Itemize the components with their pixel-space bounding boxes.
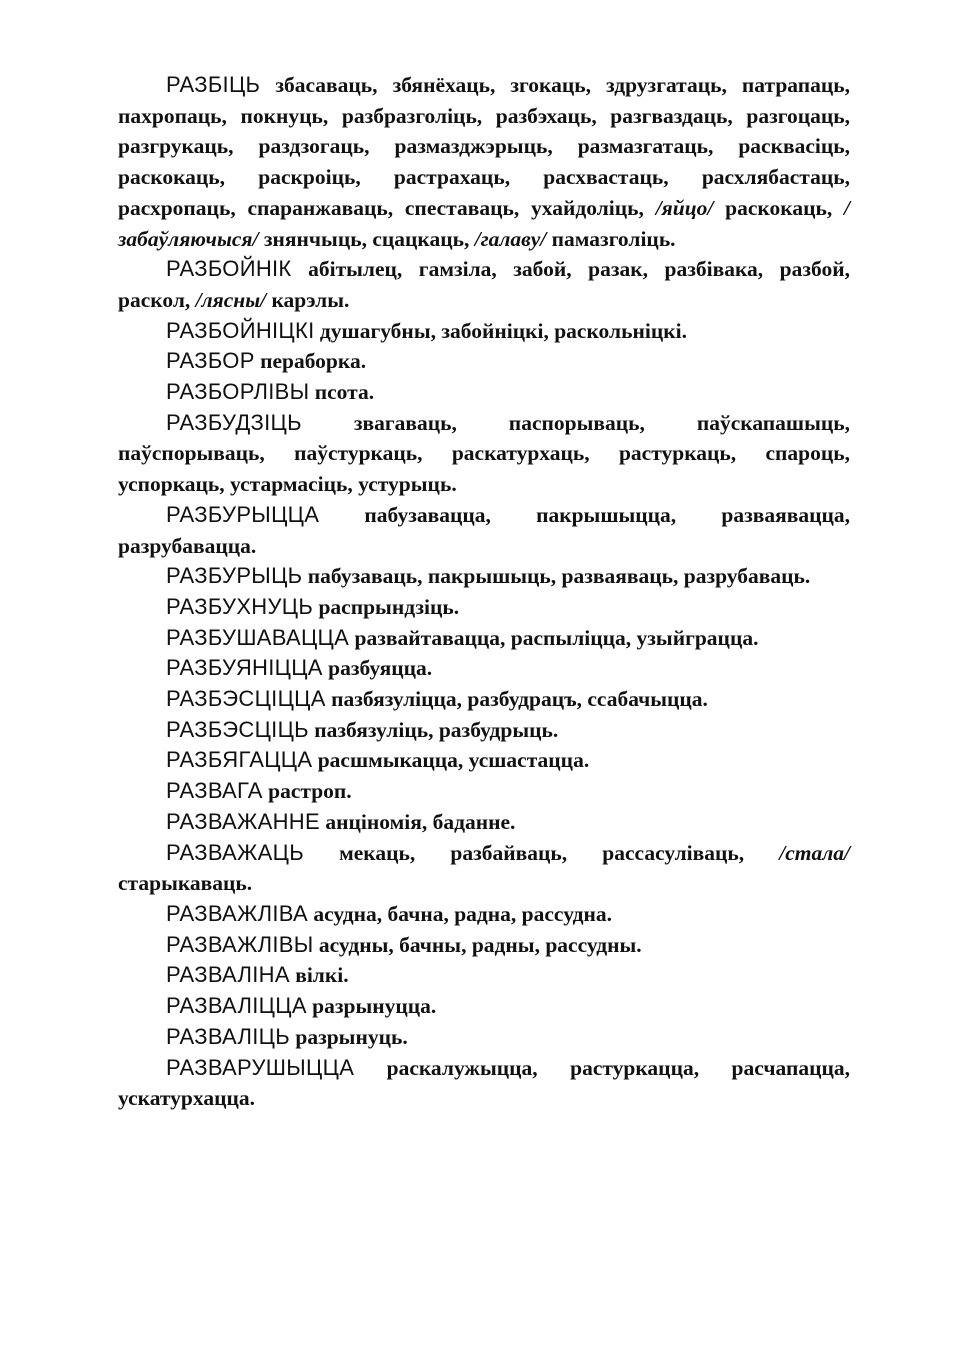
entry-headword: РАЗБУРЫЦЦА bbox=[166, 501, 320, 527]
entry-synonyms: старыкаваць. bbox=[118, 871, 253, 896]
entry-synonyms: разрынуцца. bbox=[312, 994, 437, 1019]
entry-synonyms: знянчыць, сцацкаць, bbox=[258, 226, 475, 251]
dictionary-entry bbox=[118, 899, 850, 930]
entry-headword: РАЗВАЛІЦЬ bbox=[166, 1023, 290, 1049]
entry-headword: РАЗБІЦЬ bbox=[166, 72, 261, 97]
entry-synonyms: пазбязуліцца, разбудрацъ, ссабачыцца. bbox=[331, 687, 708, 712]
entry-headword: РАЗВАЖАЦЬ bbox=[166, 839, 304, 865]
dictionary-entry bbox=[118, 960, 850, 991]
usage-note: /забаўляючыся/ bbox=[118, 195, 850, 251]
entry-headword: РАЗВАГА bbox=[166, 778, 263, 804]
entry-headword: РАЗБУРЫЦЬ bbox=[166, 563, 303, 589]
entry-headword: РАЗБУЯНІЦЦА bbox=[166, 655, 323, 681]
dictionary-entry bbox=[118, 316, 850, 347]
entry-synonyms: збасаваць, збянёхаць, згокаць, здрузгатаць, патрапаць, пахропаць, покнуць, разбразголіць, разбэхаць, разгваздаць, разгоцаць, разгрукаць, раздзогаць, размазджэрыць, размазгатаць, расквасіць, раскокаць, раскроіць, растрахаць, расхвастаць, расхлябастаць, расхропаць, спаранжаваць, спеставаць, ухайдоліць, bbox=[118, 73, 851, 220]
entry-synonyms: душагубны, забойніцкі, раскольніцкі. bbox=[319, 318, 687, 343]
entry-headword: РАЗВАЖЛІВЫ bbox=[166, 931, 314, 957]
entry-headword: РАЗБОРЛІВЫ bbox=[166, 379, 310, 405]
entry-headword: РАЗВАЖЛІВА bbox=[166, 900, 309, 926]
usage-note: /галаву/ bbox=[474, 226, 547, 251]
dictionary-entry bbox=[118, 254, 850, 315]
entry-headword: РАЗВАЛІЦЦА bbox=[166, 993, 307, 1019]
entry-headword: РАЗБОЙНІК bbox=[166, 256, 292, 282]
entry-synonyms: памазголіць. bbox=[546, 226, 676, 251]
entry-headword: РАЗБЭСЦІЦЬ bbox=[166, 716, 309, 742]
usage-note: /лясны/ bbox=[195, 287, 267, 312]
dictionary-entry bbox=[118, 346, 850, 377]
entry-synonyms: карэлы. bbox=[266, 287, 350, 312]
dictionary-entry bbox=[118, 500, 850, 561]
dictionary-entry bbox=[118, 776, 850, 807]
entry-headword: РАЗБЯГАЦЦА bbox=[166, 747, 313, 773]
dictionary-entry bbox=[118, 684, 850, 715]
entry-synonyms: растроп. bbox=[268, 779, 352, 804]
entry-headword: РАЗБУДЗІЦЬ bbox=[166, 409, 302, 435]
entry-synonyms: пераборка. bbox=[260, 349, 367, 374]
entry-synonyms: абітылец, гамзіла, забой, разак, разбівака, разбой, раскол, bbox=[118, 257, 851, 312]
dictionary-entry bbox=[118, 991, 850, 1022]
dictionary-entry bbox=[118, 930, 850, 961]
dictionary-text bbox=[118, 70, 850, 1114]
entry-synonyms: расшмыкацца, усшастацца. bbox=[317, 748, 590, 773]
dictionary-entry bbox=[118, 653, 850, 684]
entry-headword: РАЗБОР bbox=[166, 348, 255, 374]
entry-synonyms: псота. bbox=[314, 380, 375, 405]
dictionary-entry bbox=[118, 623, 850, 654]
dictionary-entry bbox=[118, 807, 850, 838]
entry-synonyms: звагаваць, паспорываць, паўскапашыць, паўспорываць, паўстуркаць, раскатурхаць, растуркаць, спароць, успоркаць, устармасіць, устурыць. bbox=[118, 410, 850, 497]
dictionary-entry bbox=[118, 745, 850, 776]
entry-synonyms: пабузавацца, пакрышыцца, разваявацца, разрубавацца. bbox=[118, 502, 850, 558]
dictionary-entry bbox=[118, 592, 850, 623]
entry-synonyms: пабузаваць, пакрышыць, разваяваць, разрубаваць. bbox=[307, 564, 811, 589]
entry-synonyms: разрынуць. bbox=[295, 1024, 408, 1049]
entry-synonyms: раскалужыцца, растуркацца, расчапацца, ускатурхацца. bbox=[118, 1055, 850, 1111]
dictionary-entry bbox=[118, 408, 850, 500]
entry-headword: РАЗБОЙНІЦКІ bbox=[166, 317, 315, 343]
entry-synonyms: разбуяцца. bbox=[328, 656, 433, 681]
entry-synonyms: распрындзіць. bbox=[318, 594, 460, 619]
entry-synonyms: вілкі. bbox=[295, 963, 349, 988]
entry-synonyms: асудны, бачны, радны, рассудны. bbox=[318, 932, 642, 957]
entry-synonyms: анціномія, баданне. bbox=[325, 809, 516, 834]
usage-note: /яйцо/ bbox=[655, 195, 714, 220]
entry-synonyms: пазбязуліць, разбудрыць. bbox=[314, 717, 559, 742]
entry-headword: РАЗВАРУШЫЦЦА bbox=[166, 1054, 355, 1080]
usage-note: /стала/ bbox=[779, 840, 851, 865]
entry-synonyms: асудна, бачна, радна, рассудна. bbox=[313, 901, 612, 926]
dictionary-entry bbox=[118, 1022, 850, 1053]
entry-headword: РАЗБУШАВАЦЦА bbox=[166, 624, 350, 650]
dictionary-entry bbox=[118, 715, 850, 746]
entry-synonyms: развайтавацца, распыліцца, узыйграцца. bbox=[354, 625, 759, 650]
entry-headword: РАЗБЭСЦІЦЦА bbox=[166, 686, 326, 712]
dictionary-entry bbox=[118, 377, 850, 408]
entry-headword: РАЗВАЖАННЕ bbox=[166, 808, 320, 834]
entry-synonyms: мекаць, разбайваць, рассасуліваць, bbox=[339, 840, 780, 865]
dictionary-entry bbox=[118, 561, 850, 592]
entry-headword: РАЗВАЛІНА bbox=[166, 962, 290, 988]
entry-synonyms: раскокаць, bbox=[713, 195, 845, 220]
dictionary-entry bbox=[118, 70, 850, 254]
dictionary-entry bbox=[118, 838, 850, 899]
entry-headword: РАЗБУХНУЦЬ bbox=[166, 593, 314, 619]
dictionary-entry bbox=[118, 1053, 850, 1114]
